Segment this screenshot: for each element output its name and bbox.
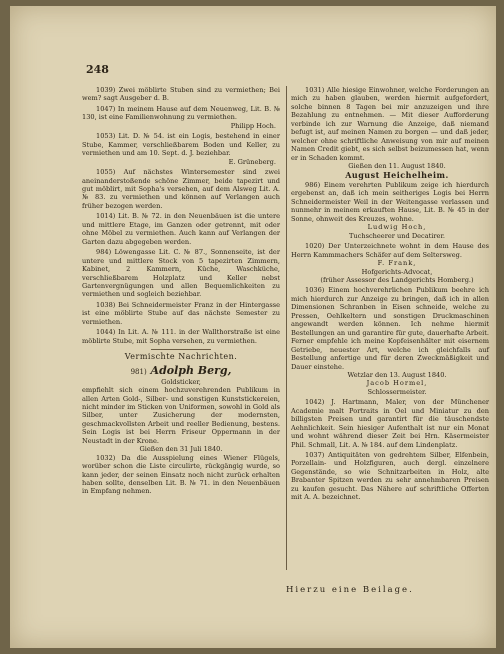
footer-note: Hierzu eine Beilage. <box>286 585 414 595</box>
ad-signature: E. Grüneberg. <box>228 157 276 166</box>
ad-text: 986) Einem verehrten Publikum zeige ich hierdurch ergebenst an, daß ich mein seitheriges Logis bei Herrn Schneidermeister Weil in der Weitengasse verlassen und nunmehr in meinem erkauften Hause, Lit. B. № 45 in der Sonne, ohnweit des Kreuzes, wohne. <box>291 180 489 223</box>
featured-ad-trade: Goldsticker, <box>161 377 201 386</box>
ad-signature: F. Frank, <box>377 259 417 268</box>
column-rule <box>286 86 287 570</box>
advertisement <box>82 86 280 103</box>
advertisement <box>291 451 489 502</box>
featured-ad-number: 981) <box>130 367 147 376</box>
left-ads <box>82 86 280 345</box>
featured-ad <box>82 365 280 454</box>
advertisement <box>82 168 280 210</box>
ad-text: 1044) In Lit. A. № 111. in der Wallthorstraße ist eine möblirte Stube, mit Sopha versehen, zu vermiethen. <box>82 328 280 345</box>
section-heading: Vermischte Nachrichten. <box>124 352 238 362</box>
advertisement <box>82 212 280 246</box>
ad-text: 984) Löwengasse Lit. C. № 87., Sonnenseite, ist der untere und mittlere Stock von 5 tapezirten Zimmern, Kabinet, 2 Kammern, Küche, Waschküche, verschließbarem Holzplatz und Keller nebst Gartenvergnügungen und allen Bequemlichkeiten zu vermiethen und sogleich beziehbar. <box>82 248 280 299</box>
advertisement <box>82 105 280 130</box>
featured-ad-text: empfiehlt sich einem hochzuverehrenden Publikum in allen Arten Gold-, Silber- und sonstigen Kunststickereien, nicht minder im Sticken von Uniformen, sowohl in Gold als Silber, unter Zusicherung der modernsten, geschmackvollsten Arbeit und reeller Bedienung, bestens. Sein Logis ist bei Herrn Friseur Oppermann in der Neustadt in der Krone. <box>82 386 280 445</box>
ad-text: 1036) Einem hochverehrlichen Publikum beehre ich mich hierdurch zur Anzeige zu bringen, daß ich in allen Dimensionen Schranben in Eisen schneide, welche zu Pressen, Oehlkeltern und sonstigen Druckmaschinen angewandt werden können. Ich nehme hiermit Bestellungen an und garantire für gute, dauerhafte Arbeit. Ferner empfehle ich meine Kopfeisenhälter mit eisernem Getriebe, neuester Art, welche ich gleichfalls auf Bestellung anfertige und für deren Zweckmäßigkeit und Dauer einstehe. <box>291 286 489 371</box>
ad-signature: Jacob Hormel, <box>366 379 428 388</box>
advertisement <box>82 301 280 326</box>
advertisement <box>291 242 489 284</box>
ad-text: 1020) Der Unterzeichnete wohnt in dem Hause des Herrn Kammmachers Schäfer auf dem Seltersweg. <box>291 242 489 259</box>
right-column <box>291 86 489 504</box>
ad-signature-2: Tuchscheerer und Decatirer. <box>349 231 445 240</box>
page-number: 248 <box>86 63 109 76</box>
left-after-ads <box>82 454 280 496</box>
advertisement <box>291 181 489 240</box>
advertisement <box>82 328 280 345</box>
left-column <box>82 86 280 498</box>
ad-text: 1055) Auf nächstes Wintersemester sind zwei aneinanderstoßende schöne Zimmer, beide tapezirt und gut möblirt, mit Sopha's versehen, auf dem Alsweg Lit. A. № 83. zu vermiethen und können auf Verlangen auch früher bezogen werden. <box>82 168 280 210</box>
advertisement <box>291 286 489 396</box>
right-ads <box>291 86 489 502</box>
ad-signature-3: (früher Assessor des Landgerichts Homberg.) <box>320 275 474 284</box>
featured-ad-title: Adolph Berg, <box>150 363 232 377</box>
ad-date: Gießen den 11. August 1840. <box>348 162 446 171</box>
ad-signature: August Heichelheim. <box>345 169 449 180</box>
advertisement <box>82 248 280 299</box>
ad-signature: Philipp Hoch. <box>230 121 276 130</box>
ad-text: 1053) Lit. D. № 54. ist ein Logis, bestehend in einer Stube, Kammer, verschließbarem Boden und Keller, zu vermiethen und am 10. Sept. d. J. beziehbar. <box>82 132 280 158</box>
ad-text: 1038) Bei Schneidermeister Franz in der Hintergasse ist eine möblirte Stube auf das nächste Semester zu vermiethen. <box>82 300 280 326</box>
ad-text: 1032) Da die Ausspielung eines Wiener Flügels, worüber schon die Liste circulirte, rückgängig wurde, so kann jeder, der seinen Einsatz noch nicht zurück erhalten haben sollte, denselben Lit. B. № 71. in den Neuenbäuen in Empfang nehmen. <box>82 453 280 496</box>
ad-text: 1037) Antiquitäten von gedrehtem Silber, Elfenbein, Porzellain- und Holzfiguren, auch dergl. einzelnere Gegenstände, so wie Schnitzarbeiten in Holz, alte Brabanter Spitzen werden zu sehr annehmbaren Preisen zu kaufen gesucht. Das Nähere auf schriftliche Offerten mit A. A. bezeichnet. <box>291 451 489 502</box>
advertisement <box>82 454 280 496</box>
advertisement <box>82 132 280 166</box>
ad-text: 1014) Lit. B. № 72. in den Neuenbäuen ist die untere und mittlere Etage, im Ganzen oder getrennt, mit oder ohne Möbel zu vermiethen. Auch kann auf Verlangen der Garten dazu abgegeben werden. <box>82 212 280 246</box>
advertisement <box>291 398 489 449</box>
ad-signature-2: Hofgerichts-Advocat, <box>361 267 433 276</box>
ad-signature-2: Schlossermeister. <box>367 387 427 396</box>
advertisement <box>291 86 489 179</box>
ad-text: 1031) Alle hiesige Einwohner, welche Forderungen an mich zu haben glauben, werden hiermit aufgefordert, solche binnen 8 Tagen bei mir anzuzeigen und ihre Bezahlung zu entnehmen. — Mit dieser Aufforderung verbinde ich zur Warnung die Anzeige, daß niemand befugt ist, auf meinen Namen zu borgen — und daß jeder, welcher ohne schriftliche Anweisung von mir auf meinen Namen Credit giebt, es sich selbst beizumessen hat, wenn er in Schaden kommt. <box>291 86 489 162</box>
ad-signature: Ludwig Hoch, <box>367 223 427 232</box>
section-divider <box>151 349 211 350</box>
ad-text: 1039) Zwei möblirte Stuben sind zu vermiethen; Bei wem? sagt Ausgeber d. B. <box>82 86 280 103</box>
featured-ad-date: Gießen den 31 Juli 1840. <box>139 445 223 454</box>
ad-text: 1047) In meinem Hause auf dem Neuenweg, Lit. B. № 130, ist eine Familienwohnung zu vermiethen. <box>82 104 280 122</box>
ad-date: Wetzlar den 13. August 1840. <box>347 370 447 379</box>
newspaper-page <box>10 6 496 648</box>
featured-ad-name <box>82 365 280 378</box>
ad-text: 1042) J. Hartmann, Maler, von der Münchener Academie malt Portraits in Oel und Miniatur zu den billigsten Preisen und garantirt für die täuschendste Aehnlichkeit. Sein hiesiger Aufenthalt ist nur ein Monat und wohnt während dieser Zeit bei Hrn. Käsermeister Phil. Schmall, Lit. A. № 184. auf dem Lindenplatz. <box>291 398 489 449</box>
